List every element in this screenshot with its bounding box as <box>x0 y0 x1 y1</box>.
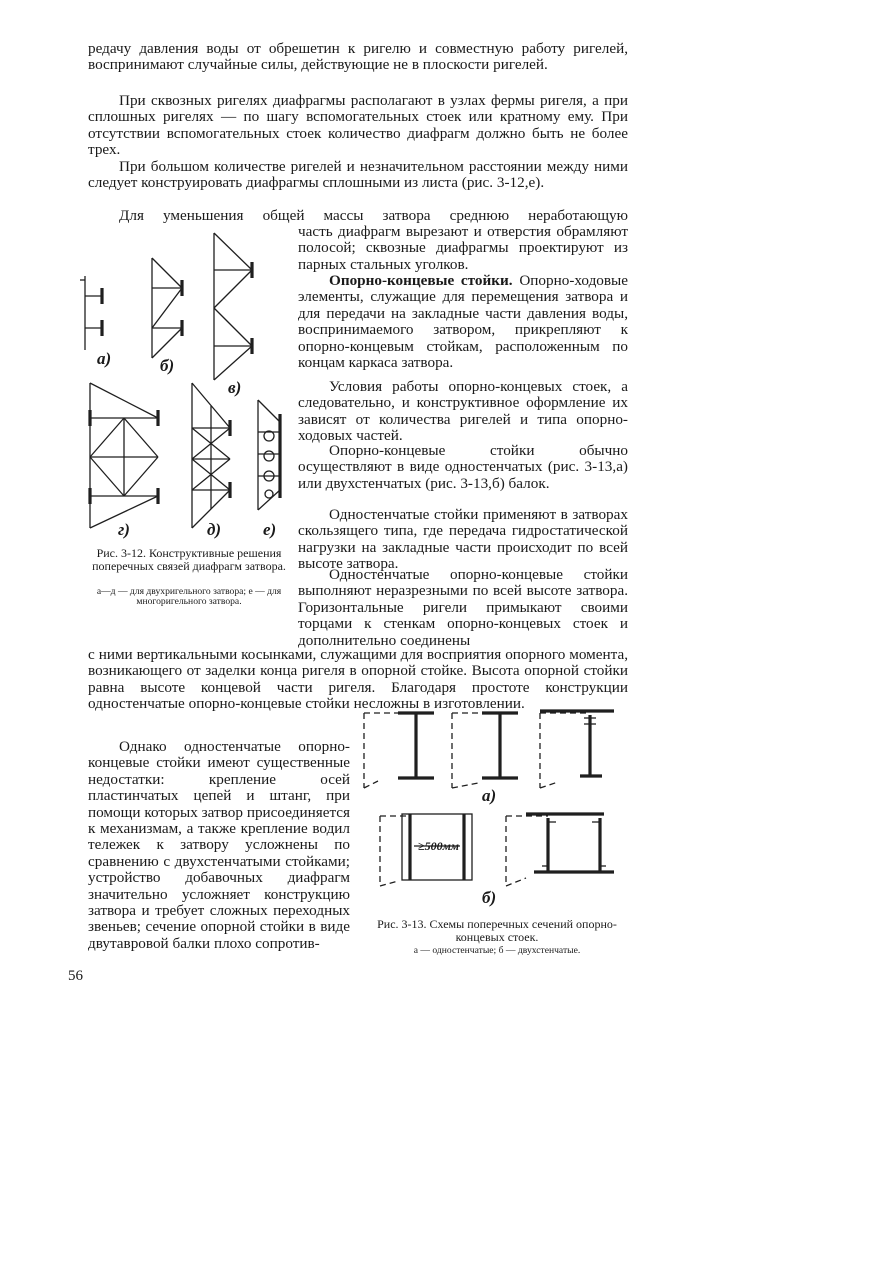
fig13-caption: Рис. 3-13. Схемы поперечных сечений опорно-концевых стоек. <box>377 917 617 944</box>
end-posts-body: Опорно-ходовые элементы, служащие для перемещения затвора и для передачи на закладные части давления воды, воспринимаемого затвором, прикрепляют к опорно-концевым стойкам, расположенным по концам каркаса затвора. <box>298 272 629 372</box>
paragraph-single-web-use: Одностенчатые стойки применяют в затворах скользящего типа, где передача гидростатической нагрузки на закладные части происходит по всей высоте затвора. <box>298 506 628 573</box>
paragraph-mass-reduction-start: Для уменьшения общей массы затвора среднюю неработающую <box>119 207 628 224</box>
fig13-caption-note: а — одностенчатые; б — двухстенчатые. <box>413 945 581 956</box>
diagram-e <box>258 400 280 510</box>
section-a-single-web <box>364 711 614 788</box>
page-number: 56 <box>68 968 83 984</box>
paragraph-end-posts <box>298 273 628 371</box>
diagram-v <box>214 233 252 380</box>
diagram-d <box>192 383 230 528</box>
fig12-label-d: д) <box>207 520 222 539</box>
dimension-label: ≥500мм <box>418 839 460 853</box>
section-b-double-web <box>380 814 614 886</box>
fig12-label-a: а) <box>97 349 112 368</box>
fig12-caption-note: а—д — для двухригельного затвора; е — для многоригельного затвора. <box>96 586 282 608</box>
section-heading: Опорно-концевые стойки. <box>329 272 513 289</box>
fig13-label-a: а) <box>482 786 497 805</box>
diagram-g <box>90 383 158 528</box>
paragraph-drawbacks: Однако одностенчатые опорно-концевые стойки имеют существенные недостатки: крепление осей пластинчатых цепей и штанг, при помощи которых затвор присоединяется к механизмам, а также крепление водил тележек к затвору усложнены по сравнению с двухстенчатыми стойками; устройство добавочных диафрагм значительно усложняет конструкцию затвора и требует сложных переходных звеньев; сечение опорной стойки в виде двутавровой балки плохо сопротив- <box>88 738 350 952</box>
fig12-label-e: е) <box>263 520 277 539</box>
paragraph-diaphragm-placement: При сквозных ригелях диафрагмы располагают в узлах фермы ригеля, а при сплошных ригелях — по шагу вспомогательных стоек или кратному ему. При отсутствии вспомогательных стоек количество диафрагм должно быть не более трех. <box>88 92 628 159</box>
fig12-label-v: в) <box>228 378 242 397</box>
paragraph-single-web-continuous: Одностенчатые опорно-концевые стойки выполняют неразрезными по всей высоте затвора. Горизонтальные ригели примыкают своими торцами к стенкам опорно-концевых стоек и дополнительно соединены <box>298 566 628 649</box>
diagram-a <box>80 276 102 350</box>
paragraph-working-conditions: Условия работы опорно-концевых стоек, а следовательно, и конструктивное оформление их зависят от количества ригелей и типа опорно-ходовых частей. <box>298 378 628 445</box>
paragraph-gussets: с ними вертикальными косынками, служащими для восприятия опорного момента, возникающего от заделки конца ригеля в опорной стойке. Высота опорной стойки равна высоте концевой части ригеля. Благодаря простоте конструкции одностенчатые опорно-концевые стойки несложны в изготовлении. <box>88 646 628 713</box>
paragraph-post-types: Опорно-концевые стойки обычно осуществляют в виде одностенчатых (рис. 3-13,а) или двухстенчатых (рис. 3-13,б) балок. <box>298 442 628 492</box>
fig13-label-b: б) <box>482 888 497 907</box>
paragraph-mass-reduction-end: часть диафрагм вырезают и отверстия обрамляют полосой; сквозные диафрагмы проектируют из парных стальных уголков. <box>298 223 628 273</box>
paragraph-continuation: редачу давления воды от обрешетин к ригелю и совместную работу ригелей, воспринимают случайные силы, действующие не в плоскости ригелей. <box>88 40 628 74</box>
fig12-caption: Рис. 3-12. Конструктивные решения поперечных связей диафрагм затвора. <box>92 546 286 573</box>
diagram-b <box>152 258 182 358</box>
figure-3-13-drawing <box>358 706 620 916</box>
fig12-label-g: г) <box>118 520 130 539</box>
paragraph-solid-diaphragm: При большом количестве ригелей и незначительном расстоянии между ними следует конструировать диафрагмы сплошными из листа (рис. 3-12,е). <box>88 158 628 192</box>
fig12-label-b: б) <box>160 356 175 375</box>
figure-3-12-drawing <box>70 228 295 546</box>
